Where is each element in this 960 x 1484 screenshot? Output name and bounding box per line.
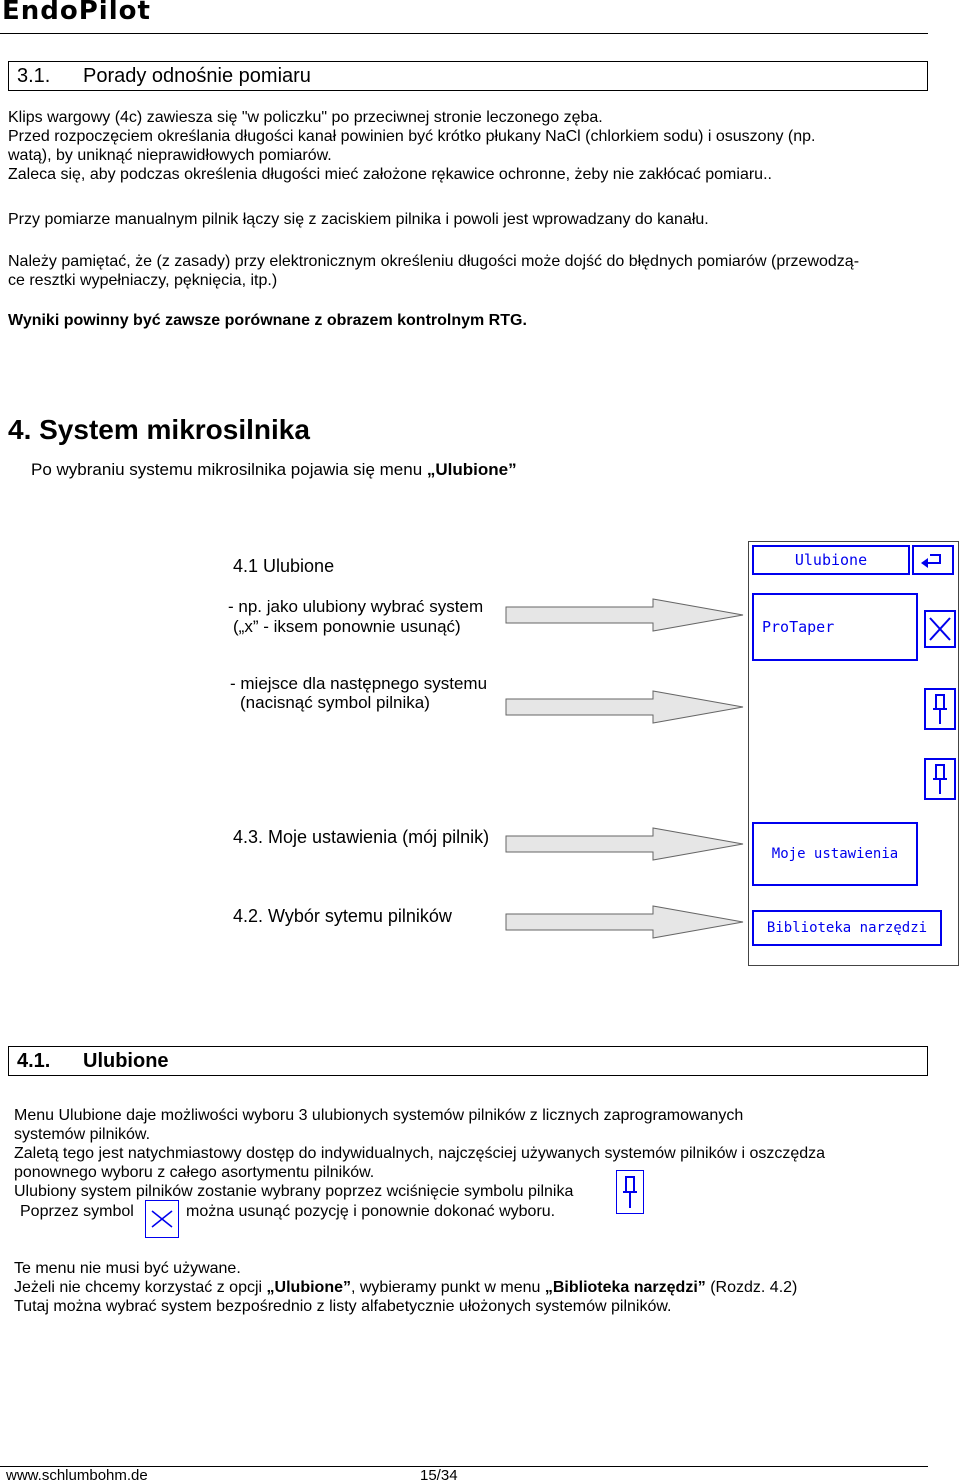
text-line: Menu Ulubione daje możliwości wyboru 3 ulubionych systemów pilników z licznych zaprogramowanych: [14, 1107, 744, 1124]
text-part: , wybieramy punkt w menu: [350, 1279, 541, 1296]
text-part-bold: „Ulubione”: [266, 1279, 351, 1296]
text-part: Jeżeli nie chcemy korzystać z opcji: [14, 1279, 263, 1296]
file-slot-button-2[interactable]: [924, 688, 956, 730]
file-pin-icon: [932, 762, 948, 796]
section-41-title: Ulubione: [83, 1049, 169, 1072]
remove-line-after: można usunąć pozycję i ponownie dokonać wyboru.: [186, 1203, 556, 1220]
favorite-slot-1-label: ProTaper: [762, 618, 835, 636]
arrow-to-settings: [505, 827, 745, 861]
screen-title: Ulubione: [794, 551, 868, 569]
section-41-paragraph-2: [14, 1259, 924, 1316]
back-button[interactable]: [912, 545, 954, 575]
section-31-number: 3.1.: [17, 64, 51, 87]
tool-library-label: Biblioteka narzędzi: [766, 920, 928, 936]
favorite-slot-1[interactable]: [752, 593, 918, 661]
section-31-bold-note: Wyniki powinny być zawsze porównane z obrazem kontrolnym RTG.: [8, 312, 527, 329]
text-line: Należy pamiętać, że (z zasady) przy elektronicznym określeniu długości może dojść do błędnych pomiarów (przewodzą-: [8, 253, 860, 270]
tool-library-button[interactable]: [752, 910, 942, 946]
section-4-heading: 4. System mikrosilnika: [8, 414, 310, 445]
text-line: Przed rozpoczęciem określania długości kanał powinien być krótko płukany NaCl (chlorkiem sodu) i osuszony (np.: [8, 128, 816, 145]
text-line: Ulubiony system pilników zostanie wybrany poprzez wciśnięcie symbolu pilnika: [14, 1183, 574, 1200]
label-np-1: - np. jako ulubiony wybrać system: [228, 597, 484, 616]
close-icon: [150, 1209, 174, 1229]
brand-logo: EndoPilot: [2, 0, 151, 26]
file-symbol-example: [616, 1170, 644, 1214]
text-line: systemów pilników.: [14, 1126, 151, 1143]
section-41-header: [8, 1046, 928, 1076]
close-symbol-example: [145, 1200, 179, 1238]
text-part-bold: „Biblioteka narzędzi”: [544, 1279, 706, 1296]
text-line: Tutaj można wybrać system bezpośrednio z listy alfabetycznie ułożonych systemów pilników.: [14, 1298, 672, 1315]
arrow-to-next-slot: [505, 690, 745, 724]
label-41-ulubione: 4.1 Ulubione: [233, 556, 335, 576]
section-31-header: [8, 61, 928, 91]
section-31-title: Porady odnośnie pomiaru: [83, 64, 311, 87]
file-slot-button-3[interactable]: [924, 758, 956, 800]
screen-title-box: [752, 545, 910, 575]
text-line: Te menu nie musi być używane.: [14, 1260, 241, 1277]
text-line: Zaletą tego jest natychmiastowy dostęp do indywidualnych, najczęściej używanych systemów pilników i oszczędza: [14, 1145, 826, 1162]
text-line: watą), by uniknąć nieprawidłowych pomiarów.: [8, 147, 332, 164]
label-next-1: - miejsce dla następnego systemu: [230, 674, 488, 693]
section-31-paragraph-2: Przy pomiarze manualnym pilnik łączy się z zaciskiem pilnika i powoli jest wprowadzany do kanału.: [8, 211, 709, 228]
section-4-intro: [31, 460, 517, 480]
file-pin-icon: [622, 1174, 638, 1210]
text-line: ce resztki wypełniaczy, pęknięcia, itp.): [8, 272, 278, 289]
close-icon: [928, 615, 952, 643]
section-41-number: 4.1.: [17, 1049, 51, 1072]
back-arrow-icon: [920, 551, 946, 569]
text-line: Zaleca się, aby podczas określenia długości mieć założone rękawice ochronne, żeby nie zakłócać pomiaru..: [8, 166, 772, 183]
text-line: ponownego wyboru z całego asortymentu pilników.: [14, 1164, 375, 1181]
text-line: Klips wargowy (4c) zawiesza się "w policzku" po przeciwnej stronie leczonego zęba.: [8, 109, 603, 126]
arrow-to-protaper: [505, 598, 745, 632]
text-part: (Rozdz. 4.2): [710, 1279, 798, 1296]
text-line-mixed: [14, 1278, 924, 1297]
label-42-wybor-systemu: 4.2. Wybór sytemu pilników: [233, 906, 452, 926]
footer-url[interactable]: www.schlumbohm.de: [6, 1467, 148, 1484]
section-4-intro-bold: „Ulubione”: [426, 460, 517, 479]
remove-line-before: Poprzez symbol: [20, 1203, 134, 1220]
label-43-moje-ustawienia: 4.3. Moje ustawienia (mój pilnik): [233, 827, 490, 847]
footer-page-number: 15/34: [420, 1467, 458, 1484]
arrow-to-library: [505, 905, 745, 939]
label-next-2: (nacisnąć symbol pilnika): [240, 693, 430, 712]
section-31-paragraph: [8, 108, 928, 184]
my-settings-label: Moje ustawienia: [771, 846, 899, 862]
section-41-remove-line: [20, 1202, 134, 1221]
section-41-paragraph-1: [14, 1106, 924, 1201]
my-settings-button[interactable]: [752, 822, 918, 886]
label-np-2: („x” - iksem ponownie usunąć): [233, 617, 461, 636]
section-4-intro-text: Po wybraniu systemu mikrosilnika pojawia się menu: [31, 460, 423, 479]
device-screen: [748, 541, 959, 966]
section-31-paragraph-3: [8, 252, 928, 290]
file-pin-icon: [932, 692, 948, 726]
header-rule: [0, 33, 928, 34]
remove-button[interactable]: [924, 610, 956, 648]
